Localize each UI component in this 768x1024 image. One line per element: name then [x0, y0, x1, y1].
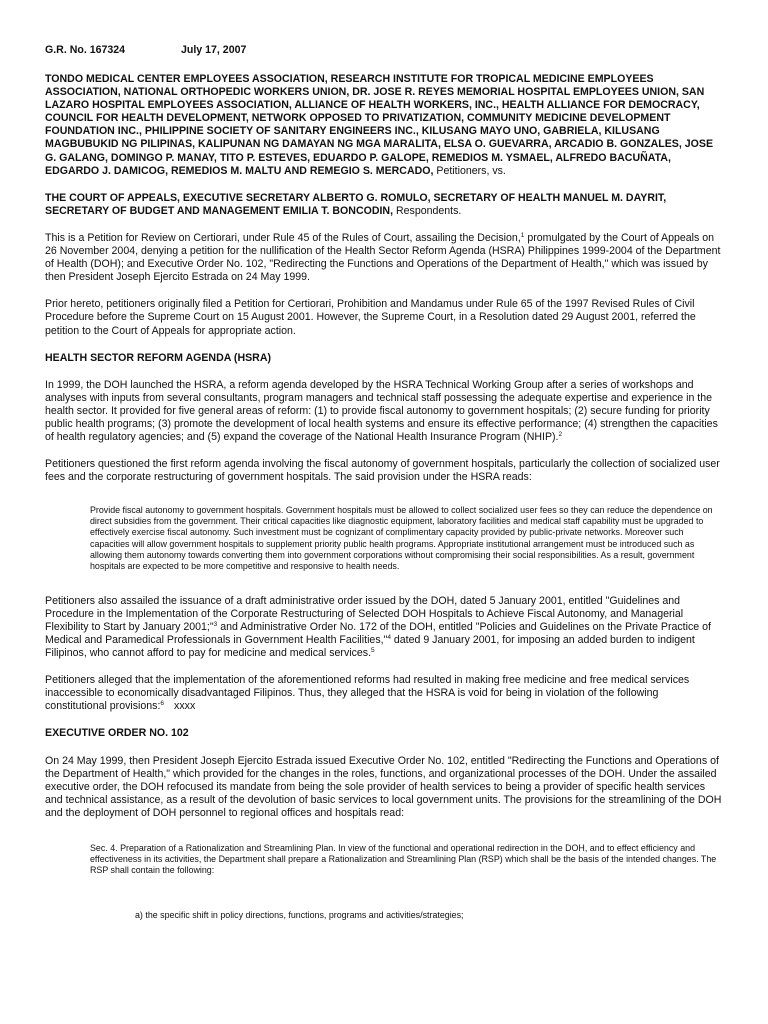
intro-text-b: promulgated by the Court of Appeals on 26 November 2004, denying a petition for the nullification of the Health Sector Reform Agenda (HSRA) Philippines 1999-2004 of the Department of Health (DOH); and Executive Order No. 102, "Redirecting the Functions and Operations of the Department of Health," which was issued by then President Joseph Ejercito Estrada on 24 May 1999. — [45, 231, 721, 284]
respondents-label: Respondents. — [393, 204, 462, 217]
petitioners-names: TONDO MEDICAL CENTER EMPLOYEES ASSOCIATION, RESEARCH INSTITUTE FOR TROPICAL MEDICINE EMPLOYEES ASSOCIATION, NATIONAL ORTHOPEDIC WORKERS UNION, DR. JOSE R. REYES MEMORIAL HOSPITAL EMPLOYEES UNION, SAN LAZARO HOSPITAL EMPLOYEES ASSOCIATION, ALLIANCE OF HEALTH WORKERS, INC., HEALTH ALLIANCE FOR DEMOCRACY, COUNCIL FOR HEALTH DEVELOPMENT, NETWORK OPPOSED TO PRIVATIZATION, COMMUNITY MEDICINE DEVELOPMENT FOUNDATION INC., PHILIPPINE SOCIETY OF SANITARY ENGINEERS INC., KILUSANG MAYO UNO, GABRIELA, KILUSANG MAGBUBUKID NG PILIPINAS, KALIPUNAN NG DAMAYAN NG MGA MARALITA, ELSA O. GUEVARRA, ARCADIO B. GONZALES, JOSE G. GALANG, DOMINGO P. MANAY, TITO P. ESTEVES, EDUARDO P. GALOPE, REMEDIOS M. YSMAEL, ALFREDO BACUÑATA, EDGARDO J. DAMICOG, REMEDIOS M. MALTU AND REMEGIO S. MERCADO, — [45, 73, 714, 177]
document-page — [45, 44, 723, 930]
eo-heading: EXECUTIVE ORDER NO. 102 — [45, 727, 189, 740]
footnote-ref-5: 5 — [371, 647, 375, 655]
hsra-paragraph-3 — [45, 595, 723, 660]
footnote-ref-1: 1 — [520, 231, 525, 239]
intro-paragraph-2: Prior hereto, petitioners originally filed a Petition for Certiorari, Prohibition and Mandamus under Rule 65 of the 1997 Revised Rules of Civil Procedure before the Supreme Court on 15 August 2001. However, the Supreme Court, in a Resolution dated 29 August 2001, referred the petition to the Court of Appeals for appropriate action. — [45, 298, 696, 337]
respondents-names: THE COURT OF APPEALS, EXECUTIVE SECRETARY ALBERTO G. ROMULO, SECRETARY OF HEALTH MANUEL M. DAYRIT, SECRETARY OF BUDGET AND MANAGEMENT EMILIA T. BONCODIN, — [45, 191, 667, 217]
hsra-text-4: Petitioners alleged that the implementation of the aforementioned reforms had resulted in making free medicine and free medical services inaccessible to economically disadvantaged Filipinos. Thus, they alleged that the HSRA is void for being in violation of the following constitutional provisions: — [45, 674, 690, 713]
respondents-block — [45, 192, 723, 218]
petitioners-block — [45, 73, 723, 178]
hsra-text-1: In 1999, the DOH launched the HSRA, a reform agenda developed by the HSRA Technical Working Group after a series of workshops and analyses with inputs from several consultants, program managers and technical staff possessing the adequate expertise and experience in the health sector. It provided for five general areas of reform: (1) to provide fiscal autonomy to government hospitals; (2) secure funding for priority public health programs; (3) promote the development of local health systems and ensure its effective performance; (4) strengthen the capacities of health regulatory agencies; and (5) expand the coverage of the National Health Insurance Program (NHIP). — [45, 378, 718, 444]
eo-list-item-a: a) the specific shift in policy directions, functions, programs and activities/strategies; — [135, 909, 464, 920]
hsra-paragraph-2: Petitioners questioned the first reform agenda involving the fiscal autonomy of government hospitals, particularly the collection of socialized user fees and the corporate restructuring of government hospitals. The said provision under the HSRA reads: — [45, 458, 720, 484]
hsra-text-3a: Petitioners also assailed the issuance of a draft administrative order issued by the DOH, dated 5 January 2001, entitled "Guidelines and Procedure in the Implementation of the Corporate Restructuring of Selected DOH Hospitals to Achieve Fiscal Autonomy, and Managerial Flexibility to Start by January 2001;" — [45, 594, 684, 633]
hsra-paragraph-4 — [45, 674, 723, 713]
footnote-ref-6: 6 — [160, 700, 165, 708]
intro-paragraph-1 — [45, 232, 723, 284]
intro-text-a: This is a Petition for Review on Certiorari, under Rule 45 of the Rules of Court, assailing the Decision, — [45, 231, 521, 244]
hsra-text-3b: and Administrative Order No. 172 of the DOH, entitled "Policies and Guidelines on the Private Practice of Medical and Paramedical Professionals in Government Health Facilities," — [45, 620, 711, 646]
footnote-ref-2: 2 — [558, 431, 563, 439]
eo-quote: Sec. 4. Preparation of a Rationalization and Streamlining Plan. In view of the functional and operational redirection in the DOH, and to effect efficiency and effectiveness in its activities, the Department shall prepare a Rationalization and Streamlining Plan (RSP) which shall be the basis of the intended changes. The RSP shall contain the following: — [90, 842, 717, 876]
hsra-text-3c: dated 9 January 2001, for imposing an added burden to indigent Filipinos, who cannot afford to pay for medicine and medical services. — [45, 633, 695, 660]
eo-paragraph-1: On 24 May 1999, then President Joseph Ejercito Estrada issued Executive Order No. 102, entitled "Redirecting the Functions and Operations of the Department of Health," which provided for the changes in the roles, functions, and organizational processes of the DOH. Under the assailed executive order, the DOH refocused its mandate from being the sole provider of health services to being a provider of specific health services and technical assistance, as a result of the devolution of basic services to local government units. The provisions for the streamlining of the DOH and the deployment of DOH personnel to regional offices and hospitals read: — [45, 754, 722, 819]
petitioners-label: Petitioners, vs. — [433, 164, 506, 177]
hsra-quote: Provide fiscal autonomy to government hospitals. Government hospitals must be allowed to collect socialized user fees so they can reduce the dependence on direct subsidies from the government. Their critical capacities like diagnostic equipment, laboratory facilities and medical staff capability must be upgraded to effectively exercise fiscal autonomy. Such investment must be cognizant of complimentary capacity provided by public-private networks. Moreover such capacities will allow government hospitals to supplement priority public health programs. Appropriate institutional arrangement must be introduced such as allowing them autonomy towards converting them into government corporations without compromising their social responsibilities. As a result, government hospitals are expected to be more competitive and responsive to health needs. — [90, 505, 713, 571]
footnote-ref-4: 4 — [387, 633, 391, 641]
omission-marker: xxxx — [174, 700, 196, 713]
case-date: July 17, 2007 — [181, 44, 247, 56]
case-number: G.R. No. 167324 — [45, 44, 126, 56]
case-header — [45, 44, 723, 57]
hsra-paragraph-1 — [45, 379, 723, 444]
footnote-ref-3: 3 — [213, 620, 218, 628]
hsra-heading: HEALTH SECTOR REFORM AGENDA (HSRA) — [45, 351, 271, 364]
